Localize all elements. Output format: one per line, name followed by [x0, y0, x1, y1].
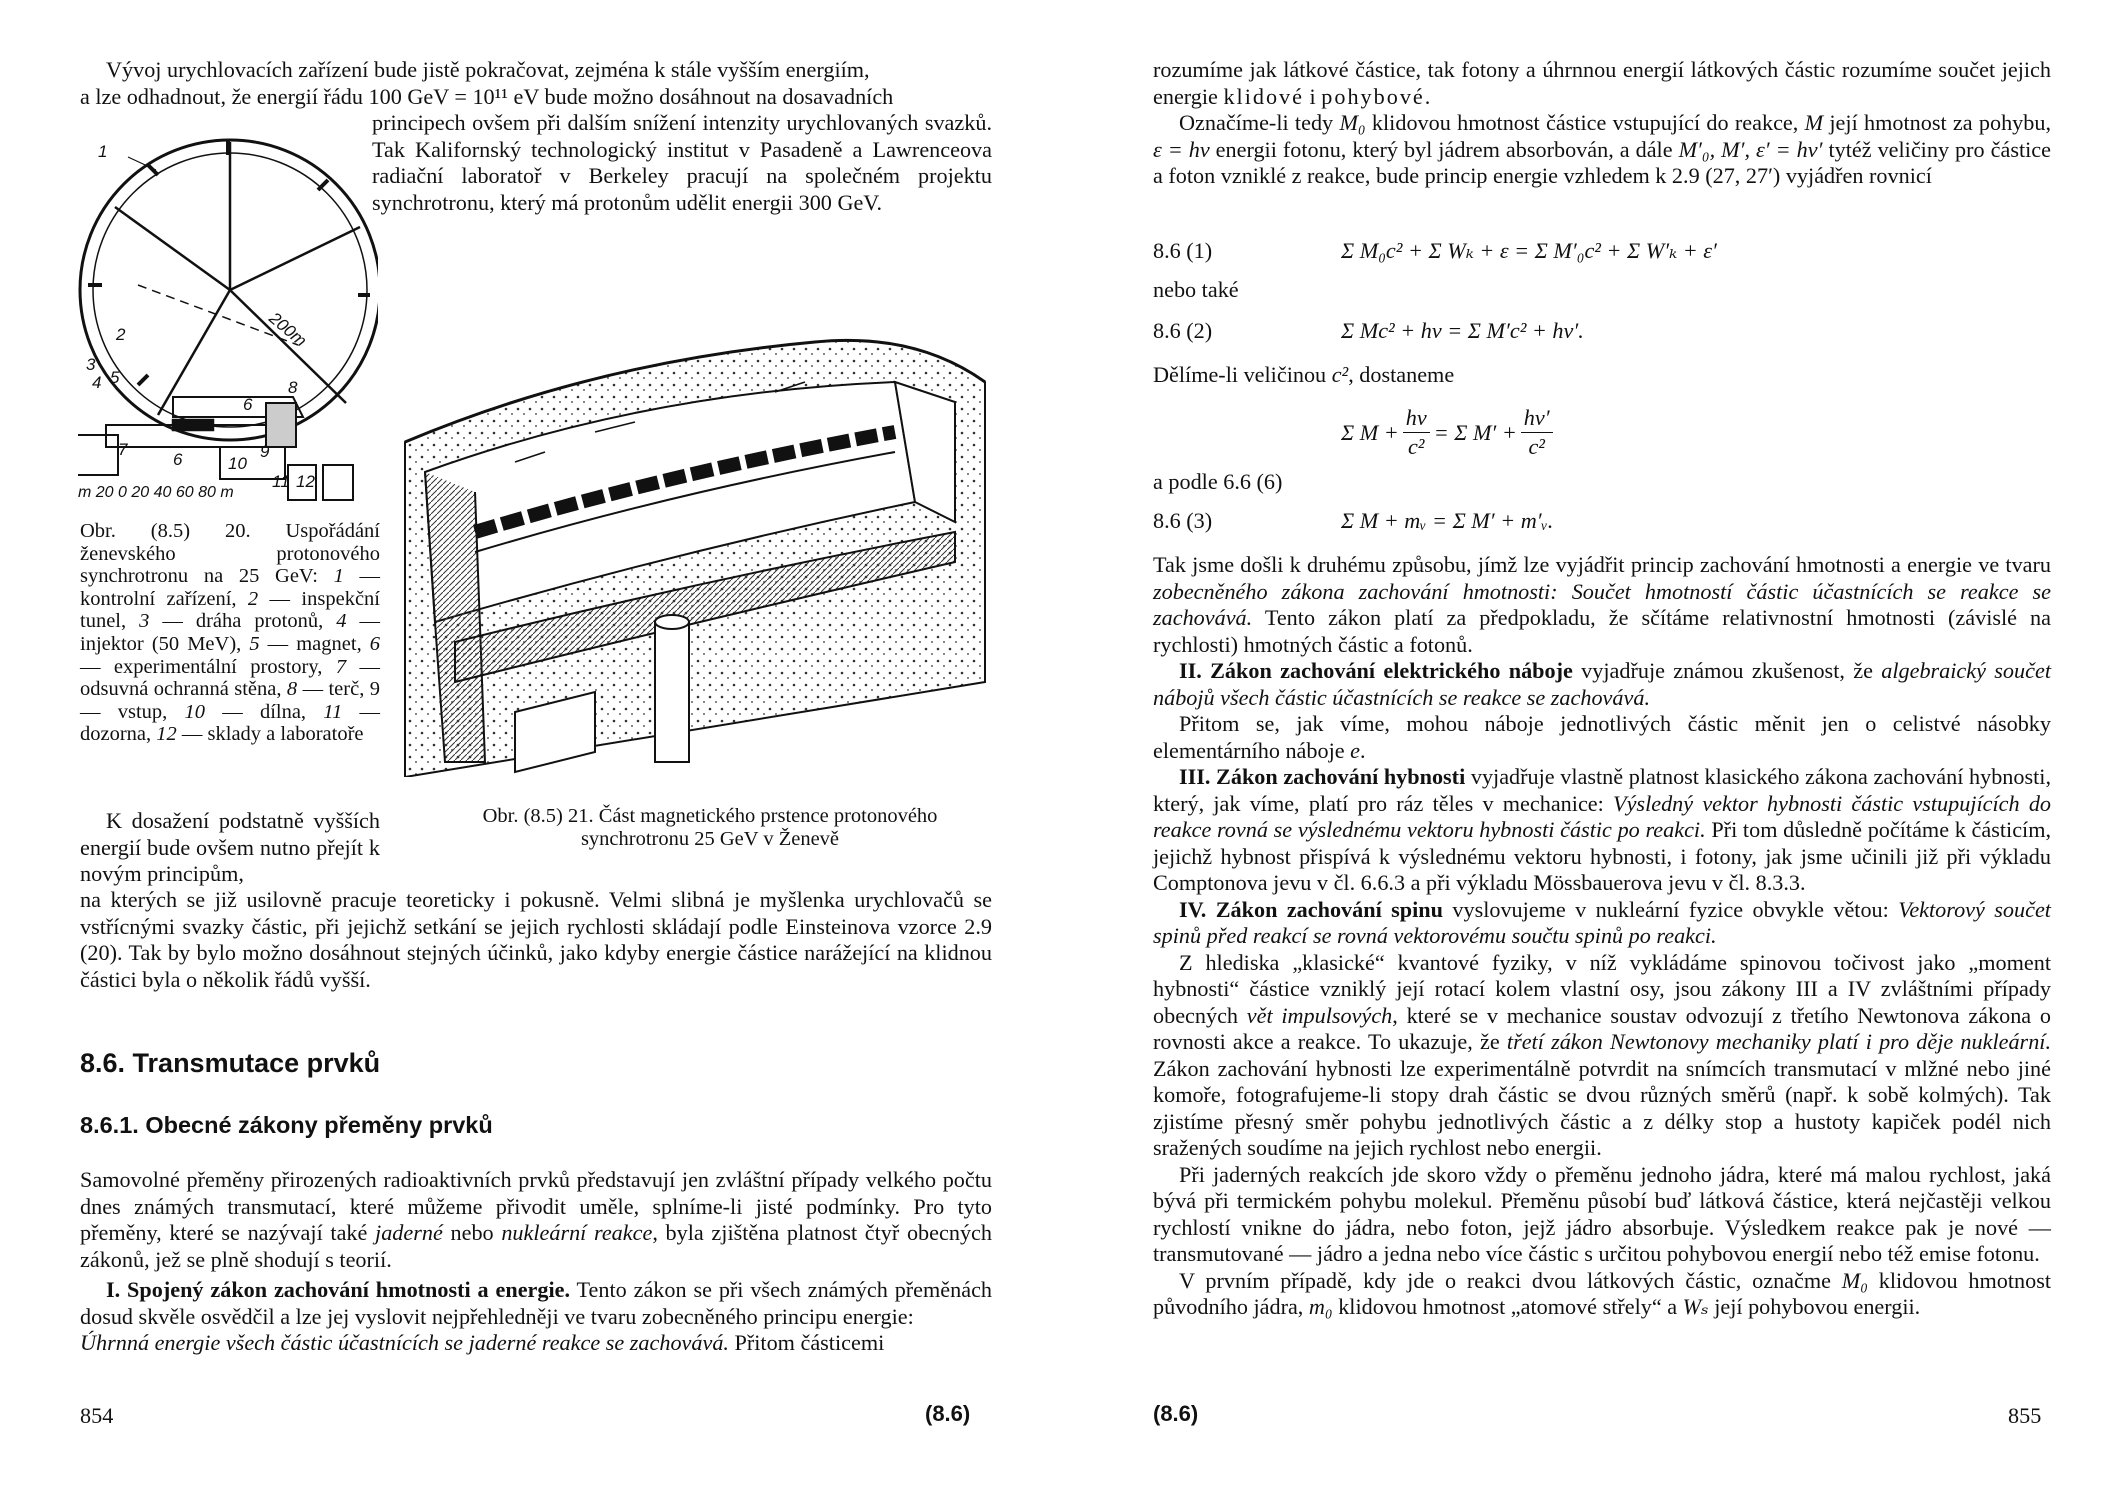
law-1-statement: Úhrnná energie všech částic účastnících se jaderné reakce se zachovává. Přitom částicemi	[80, 1330, 885, 1355]
law-4-paragraph: IV. Zákon zachování spinu vyslovujeme v nukleární fyzice obvykle větou: Vektorový součet spinů před reakcí se rovná vektorovému součtu spinů po reakci.	[1153, 896, 2051, 948]
fig20-dimension: 200m	[265, 308, 311, 351]
intro-line-1: Vývoj urychlovacích zařízení bude jistě pokračovat, zejména k stále vyšším energiím,	[106, 57, 870, 82]
right-paragraph-2: Označíme-li tedy M₀ klidovou hmotnost částice vstupující do reakce, M její hmotnost za pohybu, ε = hν energii fotonu, který byl jádrem absorbován, a dále M′₀, M′, ε′ = hν′ tytéž veličiny pro částice a foton vzniklé z reakce, bude princip energie vzhledem k 2.9 (27, 27′) vyjádřen rovnicí	[1153, 110, 2052, 188]
fig20-label-8: 8	[288, 378, 298, 397]
fig20-label-4: 4	[92, 373, 102, 392]
fig20-label-11: 11	[272, 472, 290, 491]
right-paragraph-1: rozumíme jak látkové částice, tak fotony a úhrnnou energií látkových částic rozumíme součet jejich energie klidové i pohybové. Označíme-li tedy M₀ klidovou hmotnost částice vstupující do reakce, M její hmotnost za pohybu, ε = hν energii fotonu, který byl jádrem absorbován, a dále M′₀, M′, ε′ = hν′ tytéž veličiny pro částice a foton vzniklé z reakce, bude princip energie vzhledem k 2.9 (27, 27′) vyjádřen rovnicí	[1153, 57, 2052, 188]
divide-text: Dělíme-li veličinou c², dostaneme	[1153, 362, 1455, 387]
equation-3-number: 8.6 (3)	[1153, 508, 1213, 533]
page-number-right: 855	[2008, 1403, 2042, 1428]
figure-20-plan	[78, 135, 378, 505]
right-body-text	[1153, 552, 2051, 1321]
fig20-label-9: 9	[260, 442, 270, 461]
paragraph-2-rest: na kterých se již usilovně pracuje teoreticky i pokusně. Velmi slibná je myšlenka urychlovačů se vstřícnými svazky částic, při jejichž setkání se jejich rychlosti skládají podle Einsteinova vzorce 2.9 (20). Tak by bylo možno dosáhnout stejných účinků, jako kdyby energie částice narážející na klidnou částici byla o několik řádů vyšší.	[80, 887, 992, 992]
intro-paragraph	[80, 57, 992, 110]
equation-1-number: 8.6 (1)	[1153, 238, 1213, 263]
fig20-scale: m 20 0 20 40 60 80 m	[78, 484, 234, 501]
fig20-label-3: 3	[86, 355, 96, 374]
figure-21-caption	[430, 805, 990, 850]
paragraph-2-start: K dosažení podstatně vyšších energií bude ovšem nutno přejít k novým principům,	[80, 808, 380, 886]
fraction-2: $\frac{h\nu'}{\text{c²}}$	[1521, 405, 1553, 460]
intro-paragraph-continued: principech ovšem při dalším snížení intenzity urychlovaných svazků. Tak Kalifornský technologický institut v Pasadeně a Lawrenceova radiační laboratoř v Berkeley pracují na společném projektu synchrotronu, který má protonům udělit energii 300 GeV.	[372, 110, 992, 215]
figure-21-caption-line-1: Obr. (8.5) 21. Část magnetického prstence protonového	[482, 805, 938, 827]
page-number-left: 854	[80, 1403, 114, 1428]
equation-2-number: 8.6 (2)	[1153, 318, 1213, 343]
fig20-label-6: 6	[243, 395, 253, 414]
section-ref-right: (8.6)	[1153, 1401, 1199, 1426]
classic-view-paragraph: Z hlediska „klasické“ kvantové fyziky, v níž vykládáme spinovou točivost jako „moment hybnosti“ částice vzniklý její rotací kolem vlastní osy, jsou zákony III a IV zvláštními případy obecných vět impulsových, které se v mechanice soustav odvozují z třetího Newtonova zákona o rovnosti akce a reakce. To ukazuje, že třetí zákon Newtonovy mechaniky platí i pro děje nukleární. Zákon zachování hybnosti lze experimentálně potvrdit na snímcích transmutací v mlžné nebo jiné komoře, fotografujeme-li stopy drah částic se dvou různých směrů (např. k sobě kolmých). Tak zjistíme přesný směr pohybu jednotlivých částic a z délky stop a hustoty kapiček podél nich sražených soudíme na jejich rychlost nebo energii.	[1153, 949, 2051, 1160]
subsection-title: 8.6.1. Obecné zákony přeměny prvků	[80, 1112, 493, 1138]
nuclear-reactions-paragraph: Při jaderných reakcích jde skoro vždy o přeměnu jednoho jádra, které má malou rychlost, jaká bývá při termickém pohybu molekul. Přeměnu působí buď látková částice, která nejčastěji velkou rychlostí vnikne do jádra, nebo foton, jejž jádro absorbuje. Výsledkem reakce pak je nové — transmutované — jádro a jedna nebo více částic s určitou pohybovou energií nebo též emise fotonu.	[1153, 1161, 2051, 1266]
or-also-text: nebo také	[1153, 277, 1239, 302]
charges-paragraph: Přitom se, jak víme, mohou náboje jednotlivých částic měnit jen o celistvé násobky elementárního náboje e.	[1153, 711, 2051, 763]
fig20-label-12: 12	[296, 472, 315, 491]
right-page	[1063, 0, 2126, 1500]
equation-3: Σ M + mᵥ = Σ M′ + m′ᵥ.	[1341, 508, 1554, 533]
fig20-label-5: 5	[110, 368, 120, 387]
law-3-paragraph: III. Zákon zachování hybnosti vyjadřuje vlastně platnost klasického zákona zachování hybnosti, který, jak víme, platí pro ráz těles v mechanice: Výsledný vektor hybnosti částic vstupujících do reakce rovná se výslednému vektoru hybnosti částic po reakci. Při tom důsledně počítáme k částicím, jejichž hybnost přispívá k výslednému vektoru hybnosti, i fotony, jak jsme učinili již při výkladu Comptonova jevu v čl. 6.6.3 a při výkladu Mössbauerova jevu v čl. 8.3.3.	[1153, 764, 2052, 895]
law-1-paragraph: I. Spojený zákon zachování hmotnosti a energie. Tento zákon se při všech známých přeměnách dosud skvěle osvědčil a lze jej vyslovit nejpřehledněji ve tvaru zobecněného principu energie:	[80, 1277, 993, 1329]
law-2-paragraph: II. Zákon zachování elektrického náboje vyjadřuje známou zkušenost, že algebraický součet nábojů všech částic účastnících se reakce se zachovává.	[1153, 658, 2051, 710]
fig20-label-2: 2	[116, 325, 126, 344]
fig20-label-10: 10	[228, 454, 247, 473]
first-case-paragraph: V prvním případě, kdy jde o reakci dvou látkových částic, označme M₀ klidovou hmotnost původního jádra, m₀ klidovou hmotnost „atomové střely“ a Wₛ její pohybovou energii.	[1153, 1267, 2051, 1319]
fraction-1: $\frac{h\nu}{\text{c²}}$	[1403, 405, 1430, 460]
per-6-6-text: a podle 6.6 (6)	[1153, 469, 1283, 494]
fig20-label-1: 1	[98, 142, 108, 161]
section-title: 8.6. Transmutace prvků	[80, 1048, 381, 1078]
paragraph-3: Samovolné přeměny přirozených radioaktivních prvků představují jen zvláštní případy velkého počtu dnes známých transmutací, které můžeme přivodit uměle, splníme-li jisté podmínky. Pro tyto přeměny, které se nazývají také jaderné nebo nukleární reakce, byla zjištěna platnost čtyř obecných zákonů, jež se plně shodují s teorií. I. Spojený zákon zachování hmotnosti a energie. Tento zákon se při všech známých přeměnách dosud skvěle osvědčil a lze jej vyslovit nejpřehledněji ve tvaru zobecněného principu energie: Úhrnná energie všech částic účastnících se jaderné reakce se zachovává. Přitom částicemi	[80, 1167, 993, 1355]
equation-1: Σ M₀c² + Σ Wₖ + ε = Σ M′₀c² + Σ W′ₖ + ε′	[1341, 238, 1717, 263]
figure-21-caption-line-2: synchrotronu 25 GeV v Ženevě	[580, 827, 840, 850]
intro-line-2: a lze odhadnout, že energií řádu 100 GeV = 10¹¹ eV bude možno dosáhnout na dosavadních	[80, 83, 894, 109]
equation-fraction: Σ M + $\frac{h\nu}{\text{c²}}$ = Σ M′ + $\frac{h\nu'}{\text{c²}}$	[1341, 405, 1557, 460]
mass-conservation-paragraph: Tak jsme došli k druhému způsobu, jímž lze vyjádřit princip zachování hmotnosti a energie ve tvaru zobecněného zákona zachování hmotnosti: Součet hmotností částic účastnících se reakce se zachovává. Tento zákon platí za předpokladu, že sčítáme relativnostní hmotnosti (závislé na rychlosti) hmotných částic a fotonů.	[1153, 552, 2051, 657]
figure-21-tunnel-illustration	[395, 322, 990, 777]
fig20-label-7: 7	[118, 440, 128, 459]
equation-2: Σ Mc² + hν = Σ M′c² + hν′.	[1341, 318, 1584, 343]
section-ref-left: (8.6)	[925, 1401, 971, 1426]
fig20-label-6b: 6	[173, 450, 183, 469]
figure-20-caption: Obr. (8.5) 20. Uspořádání ženevského protonového synchrotronu na 25 GeV: 1 — kontrolní zařízení, 2 — inspekční tunel, 3 — dráha protonů, 4 — injektor (50 MeV), 5 — magnet, 6 — experimentální prostory, 7 — odsuvná ochranná stěna, 8 — terč, 9 — vstup, 10 — dílna, 11 — dozorna, 12 — sklady a laboratoře	[80, 520, 381, 746]
